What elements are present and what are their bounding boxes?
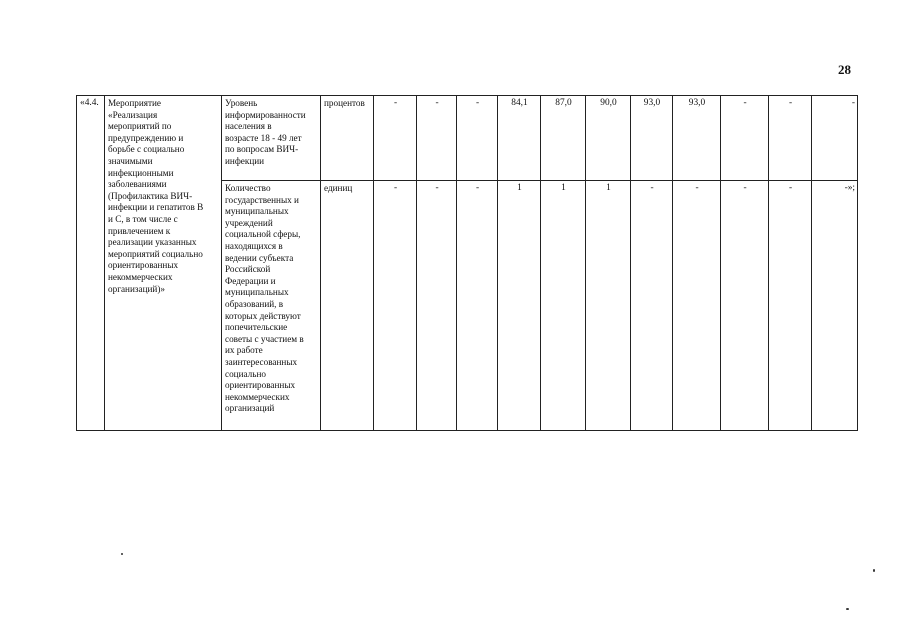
indicator-value: -	[812, 96, 858, 181]
indicator-value: -	[721, 96, 769, 181]
indicator-name: Уровень информированности населения в возрасте 18 - 49 лет по вопросам ВИЧ- инфекции	[222, 96, 321, 181]
measure-code: «4.4.	[77, 96, 105, 431]
indicator-value: -	[374, 96, 417, 181]
scan-speck	[121, 553, 123, 555]
indicator-name: Количество государственных и муниципальных учреждений социальной сферы, находящихся в ведении субъекта Российской Федерации и муниципальных образований, в которых действуют попечительские советы с участием в их работе заинтересованных социально ориентированных некоммерческих организаций	[222, 181, 321, 431]
indicator-value: -	[374, 181, 417, 431]
indicator-value: 93,0	[631, 96, 673, 181]
indicator-value: -	[457, 96, 498, 181]
indicator-value: -	[769, 181, 812, 431]
indicator-value: 87,0	[541, 96, 586, 181]
indicator-value: -	[417, 181, 457, 431]
program-indicators-table	[76, 95, 858, 431]
indicator-value: 93,0	[673, 96, 721, 181]
indicator-value: 1	[586, 181, 631, 431]
measure-description: Мероприятие «Реализация мероприятий по предупреждению и борьбе с социально значимыми инфекционными заболеваниями (Профилактика ВИЧ- инфекции и гепатитов В и С, в том числе с привлечением к реализации указанных мероприятий социально ориентированных некоммерческих организаций)»	[105, 96, 222, 431]
indicator-value: 84,1	[498, 96, 541, 181]
indicator-value: 90,0	[586, 96, 631, 181]
indicator-unit: процентов	[321, 96, 374, 181]
indicator-value: -	[417, 96, 457, 181]
indicator-value: -	[769, 96, 812, 181]
indicator-value: -	[673, 181, 721, 431]
indicator-value: -»;	[812, 181, 858, 431]
scan-speck	[873, 569, 875, 572]
scan-speck	[846, 608, 849, 610]
indicator-value: -	[721, 181, 769, 431]
table-row	[77, 96, 858, 181]
indicator-value: -	[457, 181, 498, 431]
indicator-value: 1	[541, 181, 586, 431]
indicator-value: -	[631, 181, 673, 431]
page-number: 28	[838, 62, 851, 77]
indicator-unit: единиц	[321, 181, 374, 431]
indicator-value: 1	[498, 181, 541, 431]
